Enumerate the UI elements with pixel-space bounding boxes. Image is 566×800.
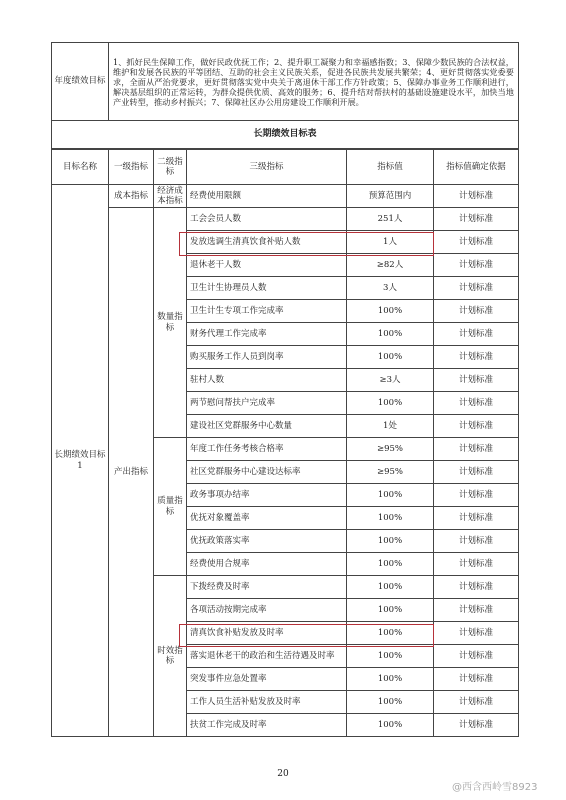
- annual-goals-table: [51, 42, 519, 149]
- level2-cell: 经济成本指标: [154, 185, 187, 208]
- level3-cell: 年度工作任务考核合格率: [187, 438, 347, 461]
- level3-cell: 卫生计生专项工作完成率: [187, 300, 347, 323]
- value-cell: ≥95%: [347, 461, 434, 484]
- level3-cell: 财务代理工作完成率: [187, 323, 347, 346]
- level3-cell: 经费使用合规率: [187, 553, 347, 576]
- basis-cell: 计划标准: [434, 691, 519, 714]
- basis-cell: 计划标准: [434, 622, 519, 645]
- level3-cell: 购买服务工作人员到岗率: [187, 346, 347, 369]
- header-value: 指标值: [347, 150, 434, 185]
- value-cell: 100%: [347, 484, 434, 507]
- level3-cell: 两节慰问帮扶户完成率: [187, 392, 347, 415]
- level3-cell: 卫生计生协理员人数: [187, 277, 347, 300]
- long-term-goals-table: [51, 149, 519, 737]
- annual-goals-text: 1、抓好民生保障工作，做好民政优抚工作；2、提升职工凝聚力和幸福感指数；3、保障少数民族的合法权益，维护和发展各民族的平等团结、互助的社会主义民族关系，促进各民族共发展共繁荣；4、更好贯彻落实党委要求，全面从严治党要求，更好贯彻落实党中央关于离退休干部工作方针政策；5、保障办事业务工作顺利进行，解决基层组织的正常运转，为群众提供优质、高效的服务；6、提升结对帮扶村的基础设施建设水平，加快当地产业转型，推动乡村振兴；7、保障社区办公用房建设工作顺利开展。: [109, 43, 519, 121]
- header-basis: 指标值确定依据: [434, 150, 519, 185]
- annual-goals-label: 年度绩效目标: [52, 43, 109, 121]
- value-cell: 100%: [347, 668, 434, 691]
- basis-cell: 计划标准: [434, 323, 519, 346]
- basis-cell: 计划标准: [434, 415, 519, 438]
- value-cell: ≥95%: [347, 438, 434, 461]
- table-row: [52, 185, 519, 208]
- target-name-cell: 长期绩效目标1: [52, 185, 109, 737]
- level3-cell: 工会会员人数: [187, 208, 347, 231]
- level3-cell: 落实退休老干的政治和生活待遇及时率: [187, 645, 347, 668]
- value-cell: ≥82人: [347, 254, 434, 277]
- basis-cell: 计划标准: [434, 599, 519, 622]
- basis-cell: 计划标准: [434, 714, 519, 737]
- value-cell: 100%: [347, 553, 434, 576]
- value-cell: 100%: [347, 323, 434, 346]
- value-cell: 100%: [347, 576, 434, 599]
- basis-cell: 计划标准: [434, 576, 519, 599]
- basis-cell: 计划标准: [434, 300, 519, 323]
- value-cell: ≥3人: [347, 369, 434, 392]
- value-cell: 预算范围内: [347, 185, 434, 208]
- value-cell: 100%: [347, 530, 434, 553]
- level3-cell: 各项活动按期完成率: [187, 599, 347, 622]
- page-number: 20: [277, 769, 289, 779]
- level1-cell: 产出指标: [109, 208, 154, 737]
- header-level2: 二级指标: [154, 150, 187, 185]
- level2-cell: 数量指标: [154, 208, 187, 438]
- watermark-text: @西含西岭雪8923: [452, 782, 538, 793]
- value-cell: 100%: [347, 645, 434, 668]
- basis-cell: 计划标准: [434, 530, 519, 553]
- level3-cell: 清真饮食补贴发放及时率: [187, 622, 347, 645]
- basis-cell: 计划标准: [434, 392, 519, 415]
- header-level1: 一级指标: [109, 150, 154, 185]
- value-cell: 1处: [347, 415, 434, 438]
- value-cell: 251人: [347, 208, 434, 231]
- value-cell: 100%: [347, 392, 434, 415]
- basis-cell: 计划标准: [434, 254, 519, 277]
- basis-cell: 计划标准: [434, 346, 519, 369]
- basis-cell: 计划标准: [434, 369, 519, 392]
- value-cell: 100%: [347, 507, 434, 530]
- header-level3: 三级指标: [187, 150, 347, 185]
- level3-cell: 政务事项办结率: [187, 484, 347, 507]
- level3-cell: 下拨经费及时率: [187, 576, 347, 599]
- level3-cell: 扶贫工作完成及时率: [187, 714, 347, 737]
- level3-cell: 退休老干人数: [187, 254, 347, 277]
- basis-cell: 计划标准: [434, 277, 519, 300]
- basis-cell: 计划标准: [434, 438, 519, 461]
- basis-cell: 计划标准: [434, 208, 519, 231]
- value-cell: 100%: [347, 346, 434, 369]
- basis-cell: 计划标准: [434, 507, 519, 530]
- basis-cell: 计划标准: [434, 484, 519, 507]
- level3-cell: 建设社区党群服务中心数量: [187, 415, 347, 438]
- level3-cell: 社区党群服务中心建设达标率: [187, 461, 347, 484]
- level3-cell: 经费使用限额: [187, 185, 347, 208]
- basis-cell: 计划标准: [434, 668, 519, 691]
- level1-cell: 成本指标: [109, 185, 154, 208]
- section-title: 长期绩效目标表: [52, 121, 519, 149]
- basis-cell: 计划标准: [434, 461, 519, 484]
- performance-goals-document: [51, 42, 518, 737]
- basis-cell: 计划标准: [434, 553, 519, 576]
- basis-cell: 计划标准: [434, 231, 519, 254]
- value-cell: 1人: [347, 231, 434, 254]
- table-row: [52, 208, 519, 231]
- level2-cell: 时效指标: [154, 576, 187, 737]
- value-cell: 100%: [347, 300, 434, 323]
- basis-cell: 计划标准: [434, 645, 519, 668]
- level3-cell: 优抚对象覆盖率: [187, 507, 347, 530]
- value-cell: 100%: [347, 691, 434, 714]
- header-row: [52, 150, 519, 185]
- value-cell: 100%: [347, 599, 434, 622]
- header-target-name: 目标名称: [52, 150, 109, 185]
- value-cell: 3人: [347, 277, 434, 300]
- level3-cell: 驻村人数: [187, 369, 347, 392]
- level3-cell: 优抚政策落实率: [187, 530, 347, 553]
- level3-cell: 工作人员生活补贴发放及时率: [187, 691, 347, 714]
- level2-cell: 质量指标: [154, 438, 187, 576]
- level3-cell: 发放选调生清真饮食补贴人数: [187, 231, 347, 254]
- value-cell: 100%: [347, 622, 434, 645]
- basis-cell: 计划标准: [434, 185, 519, 208]
- value-cell: 100%: [347, 714, 434, 737]
- level3-cell: 突发事件应急处置率: [187, 668, 347, 691]
